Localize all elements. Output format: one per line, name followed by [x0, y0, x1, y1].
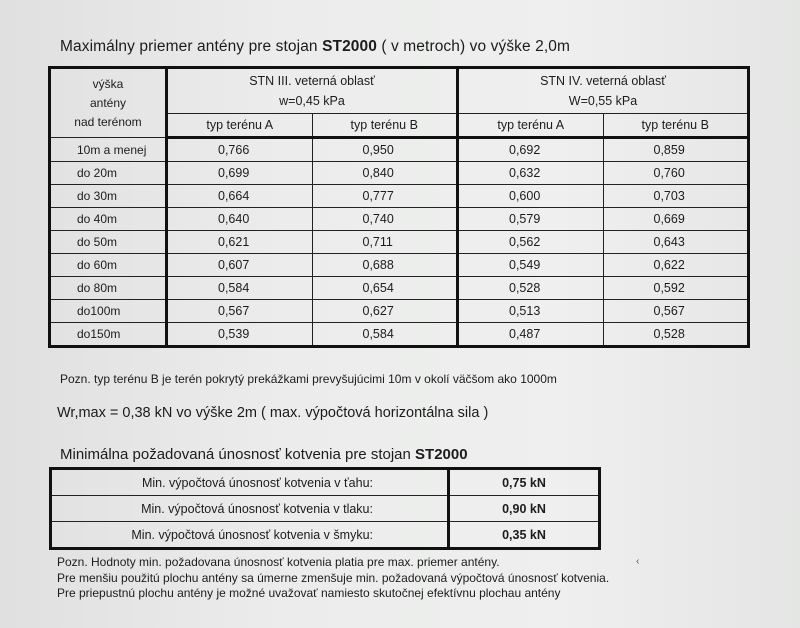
diameter-value: 0,703	[603, 185, 749, 208]
terrain-b-header: typ terénu B	[603, 114, 749, 138]
diameter-value: 0,692	[458, 138, 604, 162]
diameter-value: 0,607	[167, 254, 313, 277]
diameter-value: 0,539	[167, 323, 313, 347]
diameter-value: 0,528	[603, 323, 749, 347]
wind-pressure: w=0,45 kPa	[279, 94, 345, 108]
table-row	[50, 277, 749, 300]
diameter-value: 0,528	[458, 277, 604, 300]
diameter-value: 0,688	[312, 254, 458, 277]
footnote-line: Pozn. Hodnoty min. požadovana únosnosť kotvenia platia pre max. priemer antény.	[57, 555, 500, 569]
table-row	[50, 231, 749, 254]
table-title	[60, 38, 570, 56]
anchoring-title	[60, 446, 468, 463]
table-row	[50, 162, 749, 185]
diameter-value: 0,567	[167, 300, 313, 323]
diameter-value: 0,640	[167, 208, 313, 231]
table-row	[50, 208, 749, 231]
anchoring-row	[51, 469, 600, 496]
diameter-value: 0,669	[603, 208, 749, 231]
height-label: do 20m	[50, 162, 167, 185]
height-label: do 80m	[50, 277, 167, 300]
diameter-value: 0,567	[603, 300, 749, 323]
diameter-value: 0,632	[458, 162, 604, 185]
table-row	[50, 323, 749, 347]
diameter-value: 0,549	[458, 254, 604, 277]
terrain-note: Pozn. typ terénu B je terén pokrytý prekážkami prevyšujúcimi 10m v okolí väčšom ako 1000m	[60, 372, 557, 386]
height-header-line: antény	[89, 95, 127, 110]
diameter-value: 0,627	[312, 300, 458, 323]
diameter-value: 0,760	[603, 162, 749, 185]
diameter-value: 0,513	[458, 300, 604, 323]
diameter-value: 0,740	[312, 208, 458, 231]
diameter-value: 0,840	[312, 162, 458, 185]
diameter-value: 0,622	[603, 254, 749, 277]
height-label: do 40m	[50, 208, 167, 231]
footnote-line: Pre priepustnú plochu antény je možné uvažovať namiesto skutočnej efektívnu plochau antény	[57, 586, 561, 600]
title-model: ST2000	[322, 38, 377, 55]
anchoring-title-prefix: Minimálna požadovaná únosnosť kotvenia pre stojan	[60, 446, 411, 463]
height-label: do 50m	[50, 231, 167, 254]
height-label: do 60m	[50, 254, 167, 277]
diameter-value: 0,584	[312, 323, 458, 347]
table-body	[50, 138, 749, 347]
anchoring-value: 0,90 kN	[449, 496, 600, 522]
table-row	[50, 138, 749, 162]
diameter-value: 0,777	[312, 185, 458, 208]
height-header-line: výška	[92, 76, 124, 91]
wind-zone-name: STN III. veterná oblasť	[249, 74, 375, 88]
terrain-a-header: typ terénu A	[458, 114, 604, 138]
antenna-diameter-table	[48, 66, 750, 348]
diameter-value: 0,562	[458, 231, 604, 254]
diameter-value: 0,584	[167, 277, 313, 300]
diameter-value: 0,664	[167, 185, 313, 208]
table-row	[50, 300, 749, 323]
height-header	[50, 68, 167, 138]
max-horizontal-force: Wr,max = 0,38 kN vo výške 2m ( max. výpočtová horizontálna sila )	[57, 405, 489, 421]
height-label: do100m	[50, 300, 167, 323]
table-row	[50, 254, 749, 277]
anchoring-value: 0,75 kN	[449, 469, 600, 496]
diameter-value: 0,711	[312, 231, 458, 254]
diameter-value: 0,643	[603, 231, 749, 254]
footnote-line: Pre menšiu použitú plochu antény sa úmerne zmenšuje min. požadovaná výpočtová únosnosť kotvenia.	[57, 570, 610, 585]
title-prefix: Maximálny priemer antény pre stojan	[60, 38, 318, 55]
diameter-value: 0,859	[603, 138, 749, 162]
diameter-value: 0,699	[167, 162, 313, 185]
diameter-value: 0,621	[167, 231, 313, 254]
terrain-a-header: typ terénu A	[167, 114, 313, 138]
terrain-b-header: typ terénu B	[312, 114, 458, 138]
diameter-value: 0,487	[458, 323, 604, 347]
table-row	[50, 185, 749, 208]
diameter-value: 0,766	[167, 138, 313, 162]
anchoring-title-model: ST2000	[415, 446, 468, 463]
anchoring-value: 0,35 kN	[449, 522, 600, 549]
anchoring-label: Min. výpočtová únosnosť kotvenia v tlaku:	[51, 496, 449, 522]
diameter-value: 0,600	[458, 185, 604, 208]
diameter-value: 0,579	[458, 208, 604, 231]
stray-mark: ‹	[636, 556, 640, 567]
height-label: 10m a menej	[50, 138, 167, 162]
anchoring-table	[49, 467, 601, 550]
height-header-line: nad terénom	[74, 114, 142, 129]
anchoring-label: Min. výpočtová únosnosť kotvenia v ťahu:	[51, 469, 449, 496]
wind-pressure: W=0,55 kPa	[568, 94, 638, 108]
wind-zone-name: STN IV. veterná oblasť	[540, 74, 666, 88]
anchoring-row	[51, 496, 600, 522]
height-label: do 30m	[50, 185, 167, 208]
title-suffix: ( v metroch) vo výške 2,0m	[381, 38, 571, 55]
diameter-value: 0,654	[312, 277, 458, 300]
height-label: do150m	[50, 323, 167, 347]
anchoring-body	[51, 469, 600, 549]
wind-zone-3-header	[167, 68, 458, 114]
diameter-value: 0,950	[312, 138, 458, 162]
wind-zone-4-header	[458, 68, 749, 114]
diameter-value: 0,592	[603, 277, 749, 300]
anchoring-label: Min. výpočtová únosnosť kotvenia v šmyku:	[51, 522, 449, 549]
anchoring-row	[51, 522, 600, 549]
footnotes	[57, 555, 609, 602]
